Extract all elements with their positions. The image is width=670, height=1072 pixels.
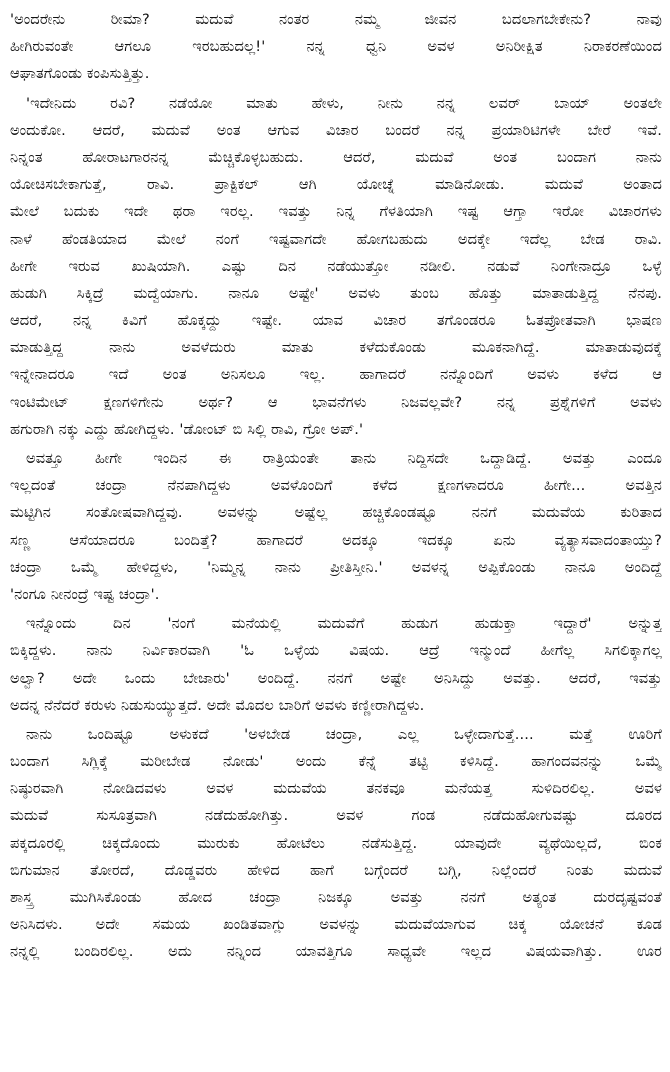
text-line: ಆದರೆ, ನನ್ನ ಕಿವಿಗೆ ಹೊಕ್ಕದ್ದು ಇಷ್ಟೇ. ಯಾವ ವಿಚಾರ ತಗೊಂಡರೂ ಓತಪ್ರೋತವಾಗಿ ಭಾಷಣ	[10, 312, 662, 330]
text-line: ಅವತ್ತೂ ಹೀಗೇ ಇಂದಿನ ಈ ರಾತ್ರಿಯಂತೇ ತಾನು ನಿದ್ದಿಸದೇ ಒದ್ದಾಡಿದ್ದೆ. ಅವತ್ತು ಎಂದೂ	[26, 450, 662, 467]
text-line: ಹಗುರಾಗಿ ನಕ್ಕು ಎದ್ದು ಹೋಗಿದ್ದಳು. 'ಡೋಂಟ್ ಬಿ ಸಿಲ್ಲಿ ರಾವಿ, ಗ್ರೋ ಅಪ್.'	[10, 420, 364, 438]
text-line: ಸಣ್ಣ ಆಸೆಯಾದರೂ ಬಂದಿತ್ತೆ? ಹಾಗಾದರೆ ಅದಕ್ಕೂ ಇದಕ್ಕೂ ಏನು ವ್ಯತ್ಯಾಸವಾದಂತಾಯ್ತು?	[10, 531, 662, 549]
text-line: ಚಂದ್ರಾ ಒಮ್ಮೆ ಹೇಳಿದ್ದಳು, 'ನಿಮ್ಮನ್ನ ನಾನು ಪ್ರೀತಿಸ್ತೀನಿ.' ಅವಳನ್ನ ಅಪ್ಪಿಕೊಂಡು ನಾನೂ ಅಂದಿದ್ದೆ	[10, 558, 662, 576]
text-line: ಯೋಚಿಸಬೇಕಾಗುತ್ತೆ, ರಾವಿ. ಪ್ರಾಕ್ಟಿಕಲ್ ಆಗಿ ಯೋಚ್ನೆ ಮಾಡಿನೋಡು. ಮದುವೆ ಅಂತಾದ	[10, 176, 662, 194]
text-line: ಪಕ್ಕದೂರಲ್ಲಿ ಚಿಕ್ಕದೊಂದು ಮುರುಕು ಹೋಟೆಲು ನಡೆಸುತ್ತಿದ್ದ. ಯಾವುದೇ ವ್ಯಥೆಯಿಲ್ಲದೆ, ಬಿಂಕ	[10, 834, 662, 852]
text-line: ಅಲ್ವಾ? ಅದೇ ಒಂದು ಬೇಜಾರು' ಅಂದಿದ್ದೆ. ನನಗೆ ಅಷ್ಟೇ ಅನಿಸಿದ್ದು ಅವತ್ತು. ಆದರೆ, ಇವತ್ತು	[10, 669, 662, 687]
text-line: ಅದನ್ನ ನೆನೆದರೆ ಕರುಳು ನಿಡುಸುಯ್ಯುತ್ತದೆ. ಅದೇ ಮೊದಲ ಬಾರಿಗೆ ಅವಳು ಕಣ್ಣೀರಾಗಿದ್ದಳು.	[10, 696, 425, 714]
text-line: ಅನಿಸಿದಳು. ಅದೇ ಸಮಯ ಖಂಡಿತವಾಗ್ಲು ಅವಳನ್ನು ಮದುವೆಯಾಗುವ ಚಿಕ್ಕ ಯೋಚನೆ ಕೂಡ	[10, 916, 662, 934]
text-line: ಶಾಸ್ತ್ರ ಮುಗಿಸಿಕೊಂಡು ಹೋದ ಚಂದ್ರಾ ನಿಜಕ್ಕೂ ಅವತ್ತು ನನಗೆ ಅತ್ಯಂತ ದುರದೃಷ್ಟವಂತೆ	[10, 889, 662, 906]
text-line: ಬಿಕ್ಕಿದ್ದಳು. ನಾನು ನಿರ್ವಿಕಾರವಾಗಿ 'ಓ ಒಳ್ಳೆಯ ವಿಷಯ. ಆದ್ರೆ ಇನ್ಮುಂದೆ ಹೀಗೆಲ್ಲ ಸಿಗಲಿಕ್ಕಾಗಲ್ಲ	[10, 642, 662, 660]
text-line: ನನ್ನಲ್ಲಿ ಬಂದಿರಲಿಲ್ಲ. ಅದು ನನ್ನಿಂದ ಯಾವತ್ತಿಗೂ ಸಾಧ್ಯವೇ ಇಲ್ಲದ ವಿಷಯವಾಗಿತ್ತು. ಊರ	[10, 943, 662, 961]
text-line: ಇನ್ನೇನಾದರೂ ಇದೆ ಅಂತ ಅನಿಸಲೂ ಇಲ್ಲ. ಹಾಗಾದರೆ ನನ್ನೊಂದಿಗೆ ಅವಳು ಕಳೆದ ಆ	[10, 366, 662, 384]
text-line: ಮಾಡುತ್ತಿದ್ದ ನಾನು ಅವಳೆದುರು ಮಾತು ಕಳೆದುಕೊಂಡು ಮೂಕನಾಗಿದ್ದೆ. ಮಾತಾಡುವುದಕ್ಕೆ	[10, 339, 662, 357]
text-line: ಆಘಾತಗೊಂಡು ಕಂಪಿಸುತ್ತಿತ್ತು.	[10, 65, 150, 83]
document-page	[10, 6, 662, 1066]
text-line: ಅಂದುಕೋ. ಆದರೆ, ಮದುವೆ ಅಂತ ಆಗುವ ವಿಚಾರ ಬಂದರೆ ನನ್ನ ಪ್ರಯಾರಿಟಿಗಳೇ ಬೇರೆ ಇವೆ.	[10, 121, 662, 139]
text-line: ಇನ್ನೊಂದು ದಿನ 'ನಂಗೆ ಮನೆಯಲ್ಲಿ ಮದುವೆಗೆ ಹುಡುಗ ಹುಡುಕ್ತಾ ಇದ್ದಾರೆ' ಅನ್ನುತ್ತ	[26, 615, 662, 633]
text-line: ಇಂಟಿಮೇಟ್ ಕ್ಷಣಗಳಿಗೇನು ಅರ್ಥ? ಆ ಭಾವನೆಗಳು ನಿಜವಲ್ಲವೇ? ನನ್ನ ಪ್ರಶ್ನೆಗಳಿಗೆ ಅವಳು	[10, 393, 662, 411]
text-line: ಮೇಲೆ ಬದುಕು ಇದೇ ಥರಾ ಇರಲ್ಲ. ಇವತ್ತು ನಿನ್ನ ಗೆಳತಿಯಾಗಿ ಇಷ್ಟ ಆಗ್ತಾ ಇರೋ ವಿಚಾರಗಳು	[10, 203, 662, 221]
paragraph-1	[10, 6, 662, 88]
text-line: ಬಿಗುಮಾನ ತೋರದೆ, ದೊಡ್ಡವರು ಹೇಳಿದ ಹಾಗೆ ಬಗ್ಗೆಂದರೆ ಬಗ್ಗಿ, ನಿಲ್ಲೆಂದರೆ ನಿಂತು ಮದುವೆ	[10, 861, 662, 879]
text-line: 'ಅಂದರೇನು ರೀಮಾ? ಮದುವೆ ನಂತರ ನಮ್ಮ ಜೀವನ ಬದಲಾಗಬೇಕೇನು? ನಾವು	[10, 11, 662, 28]
text-line: ಹುಡುಗಿ ಸಿಕ್ಕಿದ್ರೆ ಮದ್ವೆಯಾಗು. ನಾನೂ ಅಷ್ಟೇ' ಅವಳು ತುಂಬ ಹೊತ್ತು ಮಾತಾಡುತ್ತಿದ್ದ ನೆನಪು.	[10, 284, 662, 302]
text-line: 'ನಂಗೂ ನೀನಂದ್ರೆ ಇಷ್ಟ ಚಂದ್ರಾ'.	[10, 585, 160, 603]
text-line: ನಿಷ್ಠುರವಾಗಿ ನೋಡಿದವಳು ಅವಳ ಮದುವೆಯ ತನಕವೂ ಮನೆಯತ್ತ ಸುಳಿದಿರಲಿಲ್ಲ. ಅವಳ	[10, 780, 662, 798]
text-line: ನಾನು ಒಂದಿಷ್ಟೂ ಅಳುಕದೆ 'ಅಳಬೇಡ ಚಂದ್ರಾ, ಎಲ್ಲ ಒಳ್ಳೇದಾಗುತ್ತೆ.... ಮತ್ತೆ ಊರಿಗೆ	[26, 725, 662, 743]
text-line: 'ಇದೇನಿದು ರವಿ? ನಡೆಯೋ ಮಾತು ಹೇಳು, ನೀನು ನನ್ನ ಲವರ್ ಬಾಯ್ ಅಂತಲೇ	[26, 94, 662, 112]
text-line: ಇಲ್ಲದಂತೆ ಚಂದ್ರಾ ನೆನಪಾಗಿದ್ದಳು ಅವಳೊಂದಿಗೆ ಕಳೆದ ಕ್ಷಣಗಳಾದರೂ ಹೀಗೇ... ಅವತ್ತಿನ	[10, 477, 662, 495]
paragraph-5	[10, 721, 662, 966]
paragraph-2	[10, 90, 662, 443]
text-line: ಮಟ್ಟಿಗಿನ ಸಂತೋಷವಾಗಿದ್ದವು. ಅವಳನ್ನು ಅಷ್ಟೆಲ್ಲ ಹಚ್ಚಿಕೊಂಡಷ್ಟೂ ನನಗೆ ಮದುವೆಯ ಕುರಿತಾದ	[10, 504, 662, 522]
text-line: ಹೀಗಿರುವಂತೇ ಆಗಲೂ ಇರಬಹುದಲ್ಲ!' ನನ್ನ ಧ್ವನಿ ಅವಳ ಅನಿರೀಕ್ಷಿತ ನಿರಾಕರಣೆಯಿಂದ	[10, 38, 662, 56]
paragraph-3	[10, 445, 662, 608]
text-line: ಬಂದಾಗ ಸಿಗ್ಲಿಕ್ಕೆ ಮರೀಬೇಡ ನೋಡು' ಅಂದು ಕೆನ್ನೆ ತಟ್ಟಿ ಕಳಿಸಿದ್ದೆ. ಹಾಗಂದವನನ್ನು ಒಮ್ಮೆ	[10, 753, 662, 771]
text-line: ನಿನ್ನಂತ ಹೋರಾಟಗಾರನನ್ನ ಮೆಚ್ಚಿಕೊಳ್ಳಬಹುದು. ಆದರೆ, ಮದುವೆ ಅಂತ ಬಂದಾಗ ನಾನು	[10, 148, 662, 166]
text-line: ಮದುವೆ ಸುಸೂತ್ರವಾಗಿ ನಡೆದುಹೋಗಿತ್ತು. ಅವಳ ಗಂಡ ನಡೆದುಹೋಗುವಷ್ಟು ದೂರದ	[10, 807, 662, 825]
paragraph-4	[10, 610, 662, 719]
text-line: ಹೀಗೇ ಇರುವ ಖುಷಿಯಾಗಿ. ಎಷ್ಟು ದಿನ ನಡೆಯುತ್ತೋ ನಡೀಲಿ. ನಡುವೆ ನಿಂಗೇನಾದ್ರೂ ಒಳ್ಳೆ	[10, 257, 662, 275]
text-line: ನಾಳೆ ಹೆಂಡತಿಯಾದ ಮೇಲೆ ನಂಗೆ ಇಷ್ಟವಾಗದೇ ಹೋಗಬಹುದು ಅದಕ್ಕೇ ಇದೆಲ್ಲ ಬೇಡ ರಾವಿ.	[10, 230, 662, 248]
